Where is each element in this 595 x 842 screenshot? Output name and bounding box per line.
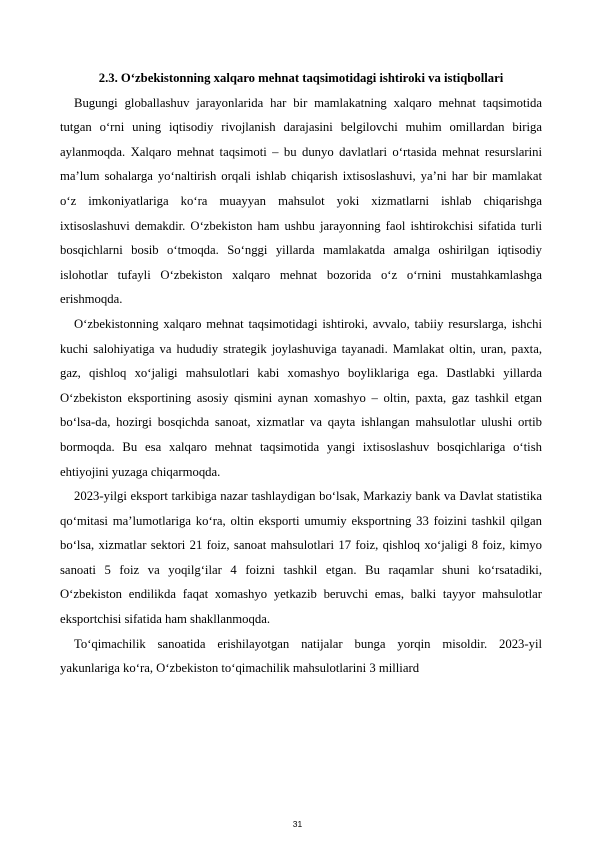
document-page <box>60 66 542 681</box>
paragraph-3: 2023-yilgi eksport tarkibiga nazar tashlaydigan bo‘lsak, Markaziy bank va Davlat statistika qo‘mitasi ma’lumotlariga ko‘ra, oltin eksporti umumiy eksportning 33 foizini tashkil qilgan bo‘lsa, xizmatlar sektori 21 foiz, sanoat mahsulotlari 17 foiz, qishloq xo‘jaligi 8 foiz, kimyo sanoati 5 foiz va yoqilg‘ilar 4 foizni tashkil etgan. Bu raqamlar shuni ko‘rsatadiki, O‘zbekiston endilikda faqat xomashyo yetkazib beruvchi emas, balki tayyor mahsulotlar eksportchisi sifatida ham shakllanmoqda. <box>60 489 542 627</box>
paragraph-4: To‘qimachilik sanoatida erishilayotgan natijalar bunga yorqin misoldir. 2023-yil yakunlariga ko‘ra, O‘zbekiston to‘qimachilik mahsulotlarini 3 milliard <box>60 636 542 676</box>
paragraph-2: O‘zbekistonning xalqaro mehnat taqsimotidagi ishtiroki, avvalo, tabiiy resurslarga, ishchi kuchi salohiyatiga va hududiy strategik joylashuviga tayanadi. Mamlakat oltin, uran, paxta, gaz, qishloq xo‘jaligi mahsulotlari kabi xomashyo boyliklariga ega. Dastlabki yillarda O‘zbekiston eksportining asosiy qismini aynan xomashyo – oltin, paxta, gaz tashkil etgan bo‘lsa-da, hozirgi bosqichda sanoat, xizmatlar va qayta ishlangan mahsulotlar ulushi ortib bormoqda. Bu esa xalqaro mehnat taqsimotida yangi ixtisoslashuv bosqichlariga o‘tish ehtiyojini yuzaga chiqarmoqda. <box>60 316 542 479</box>
section-heading: 2.3. O‘zbekistonning xalqaro mehnat taqsimotidagi ishtiroki va istiqbollari <box>98 71 504 85</box>
page-number: 31 <box>292 819 303 829</box>
paragraph-1: Bugungi globallashuv jarayonlarida har bir mamlakatning xalqaro mehnat taqsimotida tutgan o‘rni uning iqtisodiy rivojlanish darajasini belgilovchi muhim omillardan biriga aylanmoqda. Xalqaro mehnat taqsimoti – bu dunyo davlatlari o‘rtasida mehnat resurslarini ma’lum sohalarga yo‘naltirish orqali ishlab chiqarish ixtisoslashuvi, ya’ni har bir mamlakat o‘z imkoniyatlariga ko‘ra muayyan mahsulot yoki xizmatlarni ishlab chiqarishga ixtisoslashuvi demakdir. O‘zbekiston ham ushbu jarayonning faol ishtirokchisi sifatida turli bosqichlarni bosib o‘tmoqda. So‘nggi yillarda mamlakatda amalga oshirilgan iqtisodiy islohotlar tufayli O‘zbekiston xalqaro mehnat bozorida o‘z o‘rnini mustahkamlashga erishmoqda. <box>60 95 542 307</box>
